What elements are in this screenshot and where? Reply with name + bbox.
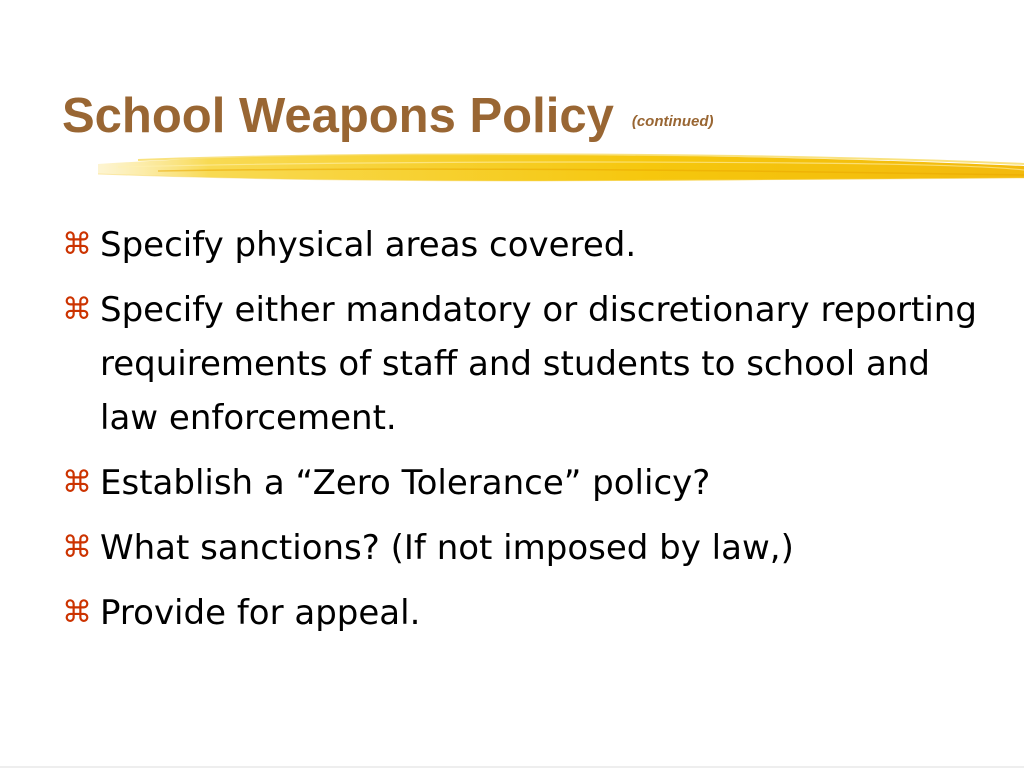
bullet-item	[62, 283, 992, 445]
bullet-item	[62, 521, 992, 575]
slide-title-text: School Weapons Policy	[62, 89, 614, 143]
command-bullet-icon: ⌘	[62, 595, 92, 630]
bullet-text: What sanctions? (If not imposed by law,)	[100, 528, 794, 568]
slide-title-suffix: (continued)	[631, 113, 714, 130]
command-bullet-icon: ⌘	[62, 530, 92, 565]
command-bullet-icon: ⌘	[62, 292, 92, 327]
bullet-text: Provide for appeal.	[100, 593, 421, 633]
bullet-text: Establish a “Zero Tolerance” policy?	[100, 463, 711, 503]
bullet-list	[62, 218, 992, 651]
command-bullet-icon: ⌘	[62, 227, 92, 262]
bullet-text: Specify either mandatory or discretionary reporting requirements of staff and students to school and law enforcement.	[100, 290, 977, 438]
command-bullet-icon: ⌘	[62, 465, 92, 500]
bullet-item	[62, 218, 992, 272]
bullet-item	[62, 586, 992, 640]
bullet-text: Specify physical areas covered.	[100, 225, 637, 265]
highlighter-stroke	[98, 148, 1024, 188]
slide-title	[62, 80, 713, 158]
bullet-item	[62, 456, 992, 510]
